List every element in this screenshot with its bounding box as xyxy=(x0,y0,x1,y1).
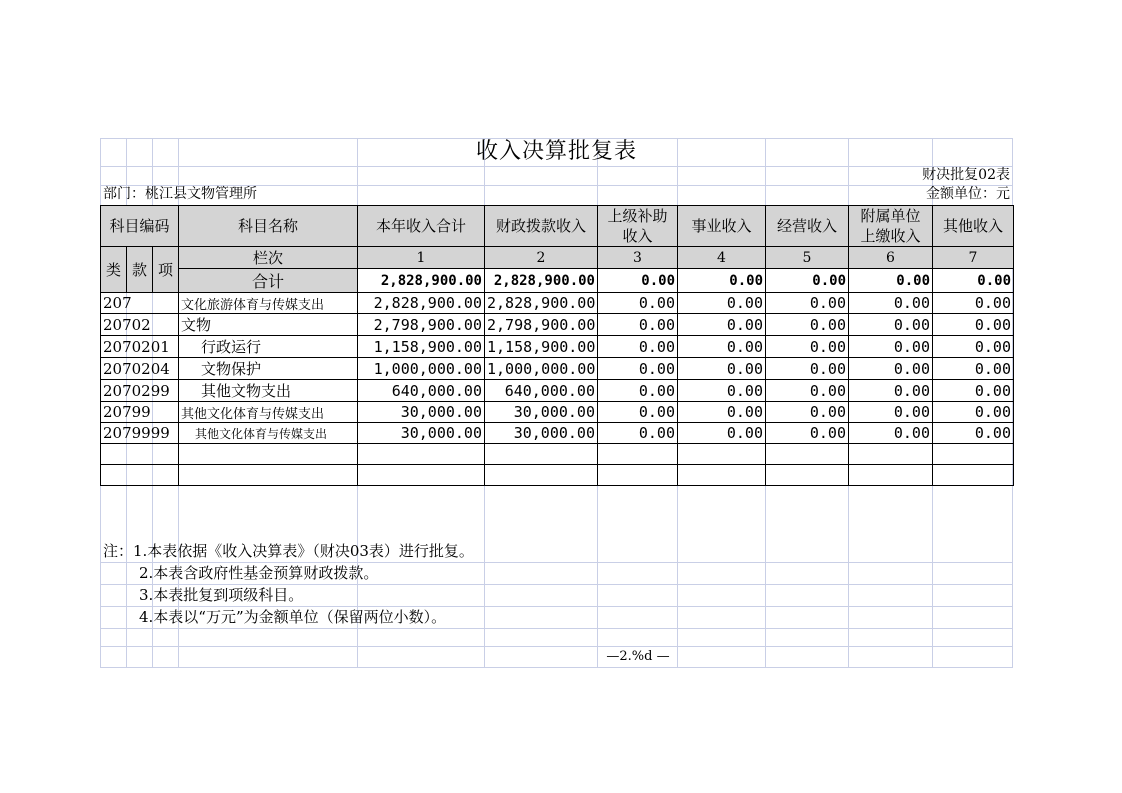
total-cell: 0.00 xyxy=(766,269,849,293)
row-cell: 0.00 xyxy=(598,293,678,314)
row-name: 其他文化体育与传媒支出 xyxy=(179,402,358,423)
row-cell: 640,000.00 xyxy=(358,380,485,402)
total-cell: 0.00 xyxy=(933,269,1014,293)
row-cell: 0.00 xyxy=(678,402,766,423)
row-cell: 0.00 xyxy=(849,358,933,380)
row-cell: 2,798,900.00 xyxy=(358,314,485,336)
col-number: 3 xyxy=(598,247,678,269)
note-line: 3.本表批复到项级科目。 xyxy=(139,586,304,604)
row-cell: 1,000,000.00 xyxy=(485,358,598,380)
total-label: 合计 xyxy=(179,269,358,293)
header-other: 其他收入 xyxy=(933,206,1014,247)
empty-cell xyxy=(766,465,849,486)
row-cell: 0.00 xyxy=(933,423,1014,444)
header-fiscal: 财政拨款收入 xyxy=(485,206,598,247)
gridline xyxy=(100,166,1013,167)
row-cell: 2,798,900.00 xyxy=(485,314,598,336)
empty-cell xyxy=(933,444,1014,465)
row-code: 20702 xyxy=(101,314,179,336)
page-title: 收入决算批复表 xyxy=(475,139,637,164)
row-cell: 0.00 xyxy=(766,336,849,358)
header-row xyxy=(101,206,1014,247)
row-cell: 0.00 xyxy=(598,380,678,402)
col-number: 2 xyxy=(485,247,598,269)
empty-cell xyxy=(358,465,485,486)
table-row xyxy=(101,423,1014,444)
row-cell: 30,000.00 xyxy=(358,423,485,444)
header-code: 科目编码 xyxy=(101,206,179,247)
row-name: 文物保护 xyxy=(179,358,358,380)
empty-cell xyxy=(598,444,678,465)
row-cell: 1,000,000.00 xyxy=(358,358,485,380)
row-cell: 0.00 xyxy=(933,314,1014,336)
row-cell: 0.00 xyxy=(849,423,933,444)
table-row xyxy=(101,358,1014,380)
total-cell: 0.00 xyxy=(678,269,766,293)
empty-cell xyxy=(766,444,849,465)
table-row xyxy=(101,336,1014,358)
row-cell: 0.00 xyxy=(678,314,766,336)
row-cell: 0.00 xyxy=(766,423,849,444)
income-table xyxy=(100,205,1014,486)
row-cell: 0.00 xyxy=(766,314,849,336)
row-cell: 0.00 xyxy=(766,380,849,402)
row-cell: 0.00 xyxy=(598,358,678,380)
gridline xyxy=(100,646,1013,647)
row-code: 2079999 xyxy=(101,423,179,444)
col-number: 1 xyxy=(358,247,485,269)
gridline xyxy=(100,628,1013,629)
row-cell: 30,000.00 xyxy=(485,423,598,444)
row-cell: 30,000.00 xyxy=(358,402,485,423)
row-cell: 2,828,900.00 xyxy=(358,293,485,314)
col-number: 6 xyxy=(849,247,933,269)
row-code: 207 xyxy=(101,293,179,314)
header-operating: 经营收入 xyxy=(766,206,849,247)
row-code: 2070201 xyxy=(101,336,179,358)
empty-cell xyxy=(598,465,678,486)
row-cell: 0.00 xyxy=(849,293,933,314)
page-number: —2.%d — xyxy=(606,649,670,664)
row-code: 2070299 xyxy=(101,380,179,402)
header-name: 科目名称 xyxy=(179,206,358,247)
total-row xyxy=(101,269,1014,293)
empty-row xyxy=(101,465,1014,486)
subheader-row xyxy=(101,247,1014,269)
row-cell: 0.00 xyxy=(933,358,1014,380)
total-cell: 0.00 xyxy=(849,269,933,293)
row-cell: 0.00 xyxy=(849,380,933,402)
row-cell: 0.00 xyxy=(933,402,1014,423)
empty-row xyxy=(101,444,1014,465)
empty-cell xyxy=(101,465,179,486)
row-code: 20799 xyxy=(101,402,179,423)
row-cell: 0.00 xyxy=(598,336,678,358)
note-line: 4.本表以“万元”为金额单位（保留两位小数）。 xyxy=(139,608,447,626)
row-cell: 0.00 xyxy=(678,293,766,314)
row-cell: 0.00 xyxy=(598,402,678,423)
header-upper-line1: 上级补助 xyxy=(607,207,668,225)
row-cell: 0.00 xyxy=(766,402,849,423)
row-cell: 30,000.00 xyxy=(485,402,598,423)
row-cell: 0.00 xyxy=(678,336,766,358)
empty-cell xyxy=(358,444,485,465)
department-label: 部门：桃江县文物管理所 xyxy=(103,186,257,202)
empty-cell xyxy=(179,465,358,486)
row-name: 行政运行 xyxy=(179,336,358,358)
header-business: 事业收入 xyxy=(678,206,766,247)
header-upper xyxy=(598,206,678,247)
col-number: 4 xyxy=(678,247,766,269)
header-affiliated xyxy=(849,206,933,247)
row-cell: 0.00 xyxy=(678,380,766,402)
row-cell: 0.00 xyxy=(598,423,678,444)
gridline xyxy=(100,667,1013,668)
row-cell: 0.00 xyxy=(849,336,933,358)
row-cell: 0.00 xyxy=(849,314,933,336)
row-cell: 0.00 xyxy=(678,358,766,380)
total-cell: 2,828,900.00 xyxy=(358,269,485,293)
empty-cell xyxy=(485,465,598,486)
form-number: 财决批复02表 xyxy=(922,167,1010,183)
header-upper-line2: 收入 xyxy=(622,227,653,245)
subheader-lanci: 栏次 xyxy=(179,247,358,269)
empty-cell xyxy=(678,444,766,465)
total-cell: 0.00 xyxy=(598,269,678,293)
subheader-lei: 类 xyxy=(101,247,127,293)
row-cell: 0.00 xyxy=(766,358,849,380)
row-name: 其他文物支出 xyxy=(179,380,358,402)
total-cell: 2,828,900.00 xyxy=(485,269,598,293)
empty-cell xyxy=(678,465,766,486)
empty-cell xyxy=(849,444,933,465)
empty-cell xyxy=(933,465,1014,486)
note-line: 注：1.本表依据《收入决算表》（财决03表）进行批复。 xyxy=(103,542,474,560)
row-cell: 0.00 xyxy=(678,423,766,444)
empty-cell xyxy=(485,444,598,465)
note-line: 2.本表含政府性基金预算财政拨款。 xyxy=(139,564,379,582)
row-cell: 0.00 xyxy=(933,336,1014,358)
row-cell: 0.00 xyxy=(933,293,1014,314)
empty-cell xyxy=(849,465,933,486)
table-row xyxy=(101,380,1014,402)
row-cell: 0.00 xyxy=(766,293,849,314)
row-name: 文化旅游体育与传媒支出 xyxy=(179,293,358,314)
row-cell: 0.00 xyxy=(598,314,678,336)
subheader-kuan: 款 xyxy=(127,247,153,293)
row-cell: 0.00 xyxy=(849,402,933,423)
header-affiliated-line2: 上缴收入 xyxy=(860,227,921,245)
col-number: 5 xyxy=(766,247,849,269)
empty-cell xyxy=(179,444,358,465)
row-cell: 0.00 xyxy=(933,380,1014,402)
table-row xyxy=(101,314,1014,336)
table-row xyxy=(101,402,1014,423)
header-total: 本年收入合计 xyxy=(358,206,485,247)
row-cell: 2,828,900.00 xyxy=(485,293,598,314)
row-name: 其他文化体育与传媒支出 xyxy=(179,423,358,444)
header-affiliated-line1: 附属单位 xyxy=(860,207,921,225)
col-number: 7 xyxy=(933,247,1014,269)
table-row xyxy=(101,293,1014,314)
empty-cell xyxy=(101,444,179,465)
row-cell: 1,158,900.00 xyxy=(485,336,598,358)
row-cell: 1,158,900.00 xyxy=(358,336,485,358)
row-cell: 640,000.00 xyxy=(485,380,598,402)
subheader-xiang: 项 xyxy=(153,247,179,293)
notes xyxy=(103,540,474,628)
row-name: 文物 xyxy=(179,314,358,336)
row-code: 2070204 xyxy=(101,358,179,380)
amount-unit-label: 金额单位：元 xyxy=(926,186,1010,202)
